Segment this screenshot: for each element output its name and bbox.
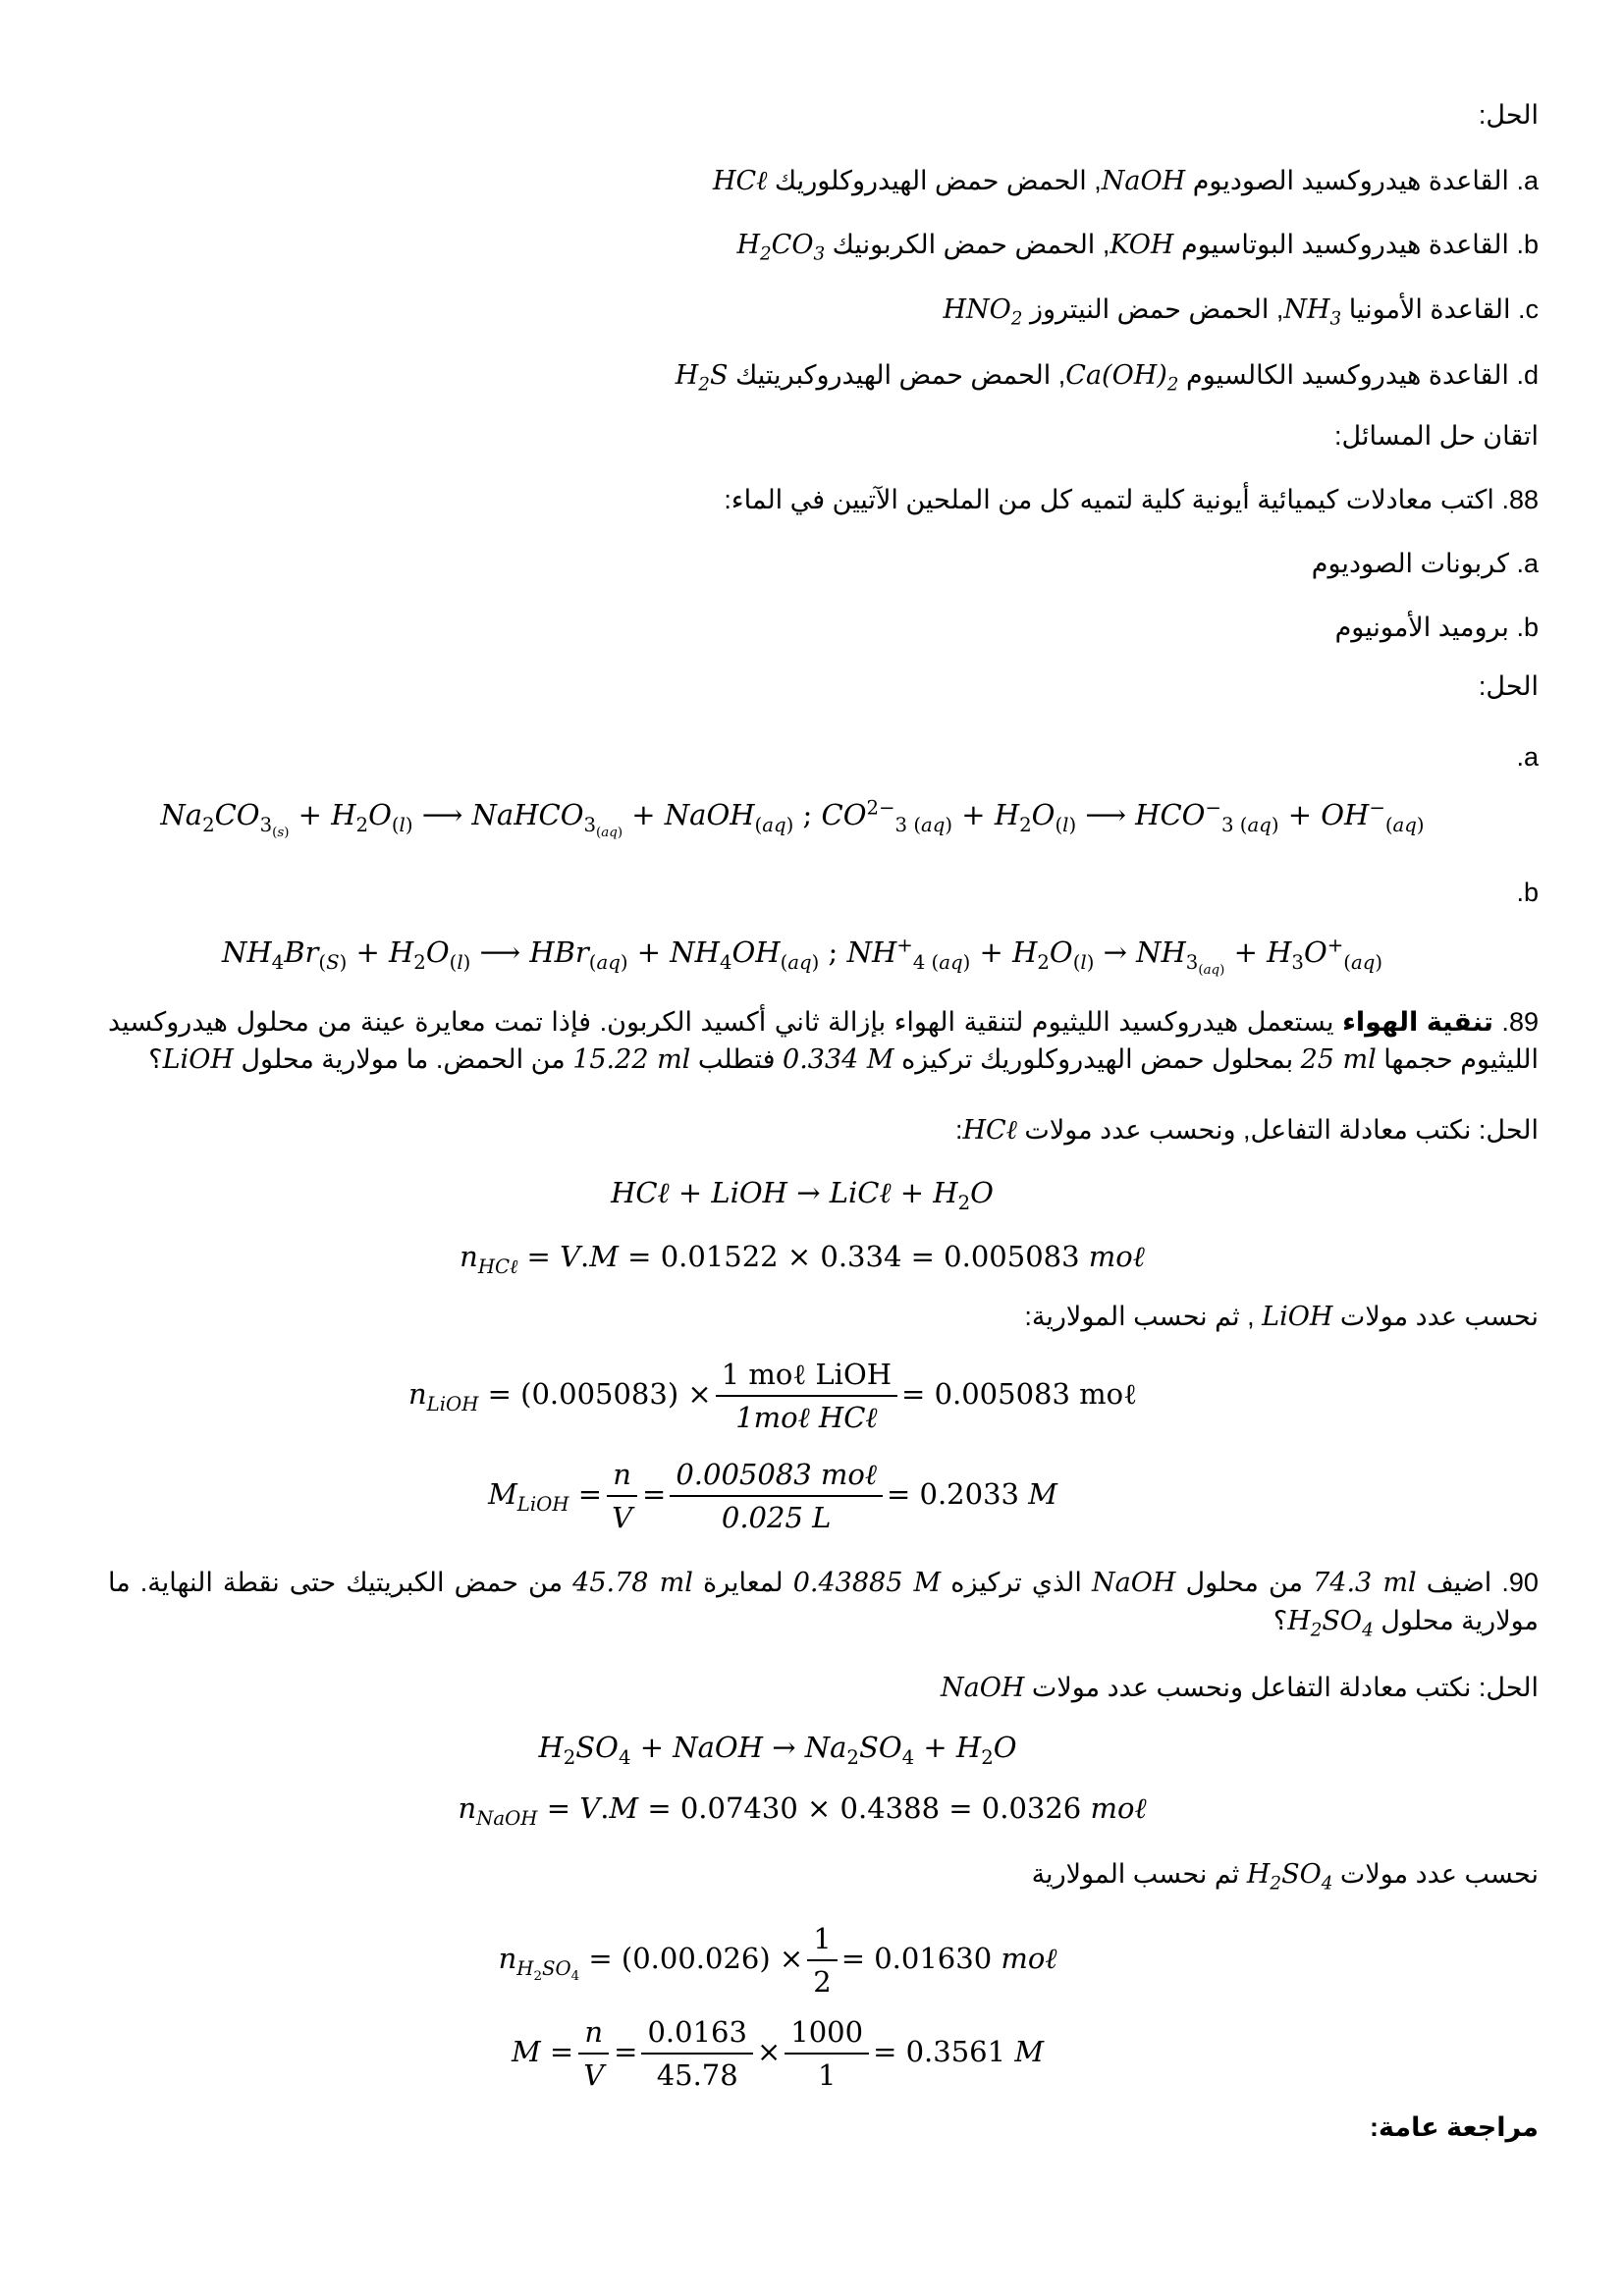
q89-title: تنقية الهواء [1342, 1007, 1493, 1037]
numerator: 0.005083 moℓ [670, 1456, 883, 1497]
denominator: 1moℓ HCℓ [735, 1401, 878, 1434]
answer-b: b. القاعدة هيدروكسيد البوتاسيوم KOH, الحمض حمض الكربونيك $H_2CO_3$ [736, 230, 1539, 265]
formula-hno2: $HNO_2$ [943, 294, 1023, 330]
fraction [641, 2013, 752, 2094]
numerator: 0.0163 [641, 2013, 752, 2055]
formula-naoh: NaOH [941, 1673, 1025, 1703]
equation-89-n-hcl: $n_{HC\ell} = V.M = 0.01522 \times 0.334 = 0.005083$ moℓ [460, 1240, 1145, 1278]
equation-88b: $NH_4Br_{(S)} + H_2O_{(l)}$ ⟶ $HBr_{(aq)} + NH_4OH_{(aq)}$ ; $NH^+_4$ $_{(aq)} + H_2O_{(l)} \to NH_{3_{(aq)}} + H_3O^+_{(aq)}$ [221, 934, 1383, 978]
equation-90-n-naoh: $n_{NaOH} = V.M = 0.07430 \times 0.4388 = 0.0326$ moℓ [458, 1791, 1147, 1830]
part-text: كربونات الصوديوم [1311, 549, 1509, 578]
q88-solution-label: الحل: [1478, 671, 1539, 701]
q90-naoh-concentration: 0.43885 M [792, 1568, 942, 1598]
formula-h2co3: $H_2CO_3$ [736, 230, 826, 265]
q88-number: 88. [1501, 485, 1539, 514]
value: (0.005083) [520, 1377, 679, 1411]
value: (0.00.026) [621, 1942, 771, 1975]
q90-step2-text: ثم نحسب المولارية [1031, 1859, 1240, 1889]
q89-step2-text: نحسب عدد مولات [1339, 1302, 1539, 1331]
q90-naoh-volume: 74.3 ml [1313, 1568, 1417, 1598]
equation-89-m-lioh: $M_{LiOH}$ = $\frac{n}{V}$ = $\frac{\text{0.005083 moℓ}}{0.025 L}$ = 0.2033 M [488, 1458, 1057, 1534]
q89-step2 [1024, 1298, 1539, 1336]
denominator: V [612, 1501, 633, 1534]
q90-acid-volume: 45.78 ml [572, 1568, 693, 1598]
answer-letter: d. [1516, 360, 1539, 390]
review-heading: مراجعة عامة: [1369, 2112, 1539, 2142]
equation-89-reaction: HCℓ + LiOH → LiCℓ + $H_2O$ [611, 1176, 994, 1214]
value: 74.3 [1313, 1568, 1373, 1598]
q90-text: ؟ [1272, 1606, 1288, 1635]
value: 0.43885 [792, 1568, 903, 1598]
q89-step2-text: , ثم نحسب المولارية: [1024, 1302, 1255, 1331]
answer-c: c. القاعدة الأمونيا $NH_3$, الحمض حمض النيتروز $HNO_2$ [943, 294, 1539, 330]
q89-acid-concentration: 0.334 M [783, 1044, 894, 1075]
answer-d: d. القاعدة هيدروكسيد الكالسيوم $Ca(OH)_2$, الحمض حمض الهيدروكبريتيك $H_2S$ [675, 360, 1539, 396]
answer-base-text: القاعدة الأمونيا [1348, 294, 1511, 324]
answer-letter: b. [1516, 230, 1539, 259]
part-text: بروميد الأمونيوم [1334, 613, 1509, 642]
fraction [716, 1356, 897, 1436]
answer-acid-text: الحمض حمض النيتروز [1029, 294, 1270, 324]
part-letter: a. [1516, 549, 1539, 578]
q89-text: ؟ [148, 1044, 163, 1074]
formula-naoh: NaOH [1091, 1568, 1176, 1598]
value: 0.2033 [919, 1477, 1019, 1511]
formula-hcl: HCℓ [962, 1115, 1017, 1146]
answer-acid-text: الحمض حمض الهيدروكلوريك [774, 166, 1087, 195]
q90-text: من محلول [1185, 1568, 1303, 1597]
value: 0.005083 [944, 1240, 1080, 1273]
q88-text: اكتب معادلات كيميائية أيونية كلية لتميه كل من الملحين الآتيين في الماء: [724, 485, 1494, 514]
q90-text: لمعايرة [702, 1568, 784, 1597]
q88-solution-a-label: a. [1516, 742, 1539, 772]
q90-number: 90. [1501, 1568, 1539, 1597]
q88-part-a [1312, 545, 1539, 582]
q89-sample-volume: 25 ml [1300, 1044, 1377, 1075]
formula-lioh: LiOH [1262, 1302, 1333, 1332]
fraction [807, 1920, 837, 2001]
answer-acid-text: الحمض حمض الهيدروكبريتيك [735, 360, 1052, 390]
value: 0.334 [820, 1240, 902, 1273]
q90-text: من حمض الكبريتيك حتى نقطة النهاية. ما [108, 1568, 564, 1597]
equation-89-n-lioh: $n_{LiOH} = (0.005083)$ × $\frac{\text{1 moℓ LiOH}}{\text{1moℓ HCℓ}}$ = 0.005083 moℓ [407, 1358, 1138, 1434]
numerator: 1 [807, 1920, 837, 1961]
q89-text: من الحمض. ما مولارية محلول [241, 1044, 566, 1074]
q88-part-b [1335, 609, 1539, 646]
value: 0.4388 [839, 1791, 941, 1825]
formula-hcl: HCℓ [712, 166, 768, 196]
formula-h2so4: $H_2SO_4$ [1246, 1859, 1333, 1895]
answer-a: a. القاعدة هيدروكسيد الصوديوم NaOH, الحمض حمض الهيدروكلوريك HCℓ [712, 166, 1539, 196]
q88-question [724, 481, 1539, 518]
denominator: 1 [817, 2058, 837, 2092]
q90-text: اضيف [1426, 1568, 1492, 1597]
equation-90-reaction: $H_2SO_4$ + NaOH → $Na_2SO_4 + H_2O$ [538, 1731, 1017, 1769]
q90-solution-intro [941, 1669, 1539, 1707]
value: 0.07430 [679, 1791, 798, 1825]
value: 0.3561 [905, 2035, 1006, 2068]
q89-text: حجمها [1383, 1044, 1453, 1074]
numerator: 1000 [785, 2013, 869, 2055]
q89-solution-intro: الحل: نكتب معادلة التفاعل, ونحسب عدد مولات HCℓ: [954, 1115, 1539, 1146]
formula-lioh: LiOH [162, 1044, 234, 1075]
q90-step2-text: نحسب عدد مولات [1339, 1859, 1539, 1889]
equation-90-molarity: M = $\frac{n}{V}$ = $\frac{0.0163}{45.78}$ × $\frac{1000}{1}$ = 0.3561 M [511, 2015, 1045, 2092]
q89-sol-text: الحل: نكتب معادلة التفاعل, ونحسب عدد مولات [1024, 1115, 1539, 1145]
q89-question [108, 1003, 1539, 1079]
q89-acid-volume: 15.22 ml [572, 1044, 691, 1075]
formula-nh3: $NH_3$ [1283, 294, 1342, 330]
value: 25 [1300, 1044, 1334, 1075]
denominator: V [583, 2058, 605, 2092]
q90-step2 [1032, 1855, 1539, 1894]
mastery-heading: اتقان حل المسائل: [1334, 421, 1539, 451]
formula-h2so4: $H_2SO_4$ [1287, 1606, 1374, 1641]
equation-90-n-h2so4: $n_{H_2SO_4} = (0.00.026)$ × $\frac{1}{2}$ = 0.01630 moℓ [498, 1922, 1057, 1999]
formula-koh: KOH [1110, 230, 1174, 260]
value: 0.334 [783, 1044, 859, 1075]
formula-caoh2: $Ca(OH)_2$ [1065, 360, 1179, 396]
q90-text: الذي تركيزه [950, 1568, 1082, 1597]
value: 0.005083 moℓ [934, 1377, 1138, 1411]
fraction [606, 1456, 638, 1536]
fraction [785, 2013, 869, 2094]
q89-text: بمحلول حمض الهيدروكلوريك تركيزه [901, 1044, 1294, 1074]
fraction [577, 2013, 610, 2094]
formula-h2s: $H_2S$ [675, 360, 729, 396]
answer-letter: c. [1517, 294, 1539, 324]
q90-question [108, 1564, 1539, 1640]
answer-base-text: القاعدة هيدروكسيد الصوديوم [1192, 166, 1509, 195]
q88-solution-b-label: b. [1516, 878, 1539, 907]
value: 0.01630 [874, 1942, 993, 1975]
fraction [670, 1456, 883, 1536]
value: 0.0326 [981, 1791, 1082, 1825]
solution-label: الحل: [1478, 100, 1539, 130]
value: 45.78 [572, 1568, 649, 1598]
q89-text: فتطلب [697, 1044, 776, 1074]
denominator: 2 [813, 1965, 832, 1999]
denominator: 45.78 [656, 2058, 738, 2092]
part-letter: b. [1516, 613, 1539, 642]
numerator: n [578, 2013, 609, 2055]
formula-naoh: NaOH [1101, 166, 1186, 196]
equation-88a: $Na_2CO_{3_{(s)}} + H_2O_{(l)}$ ⟶ NaHCO$_{3_{(aq)}}$ + NaOH$_{(aq)}$ ; $CO^{2-}_3$ $_{(aq)} + H_2O_{(l)}$ ⟶ $HCO^-_3$ $_{(aq)} + OH^-_{(aq)}$ [160, 796, 1425, 840]
q89-text: يستعمل هيدروكسيد الليثيوم لتنقية الهواء بإزالة ثاني أكسيد الكربون. فإذا تمت معايرة عينة من محلول هيدروكسيد الليثيوم [108, 1007, 1539, 1074]
q90-sol-text: الحل: نكتب معادلة التفاعل ونحسب عدد مولات [1031, 1673, 1539, 1702]
q90-text: مولارية محلول [1380, 1606, 1539, 1635]
value: 15.22 [572, 1044, 649, 1075]
q89-number: 89. [1501, 1007, 1539, 1037]
answer-acid-text: الحمض حمض الكربونيك [832, 230, 1096, 259]
answer-base-text: القاعدة هيدروكسيد الكالسيوم [1186, 360, 1509, 390]
value: 0.01522 [660, 1240, 779, 1273]
answer-letter: a. [1516, 166, 1539, 195]
answer-base-text: القاعدة هيدروكسيد البوتاسيوم [1180, 230, 1509, 259]
denominator: 0.025 L [721, 1501, 832, 1534]
numerator: 1 moℓ LiOH [716, 1356, 897, 1397]
numerator: n [607, 1456, 637, 1497]
